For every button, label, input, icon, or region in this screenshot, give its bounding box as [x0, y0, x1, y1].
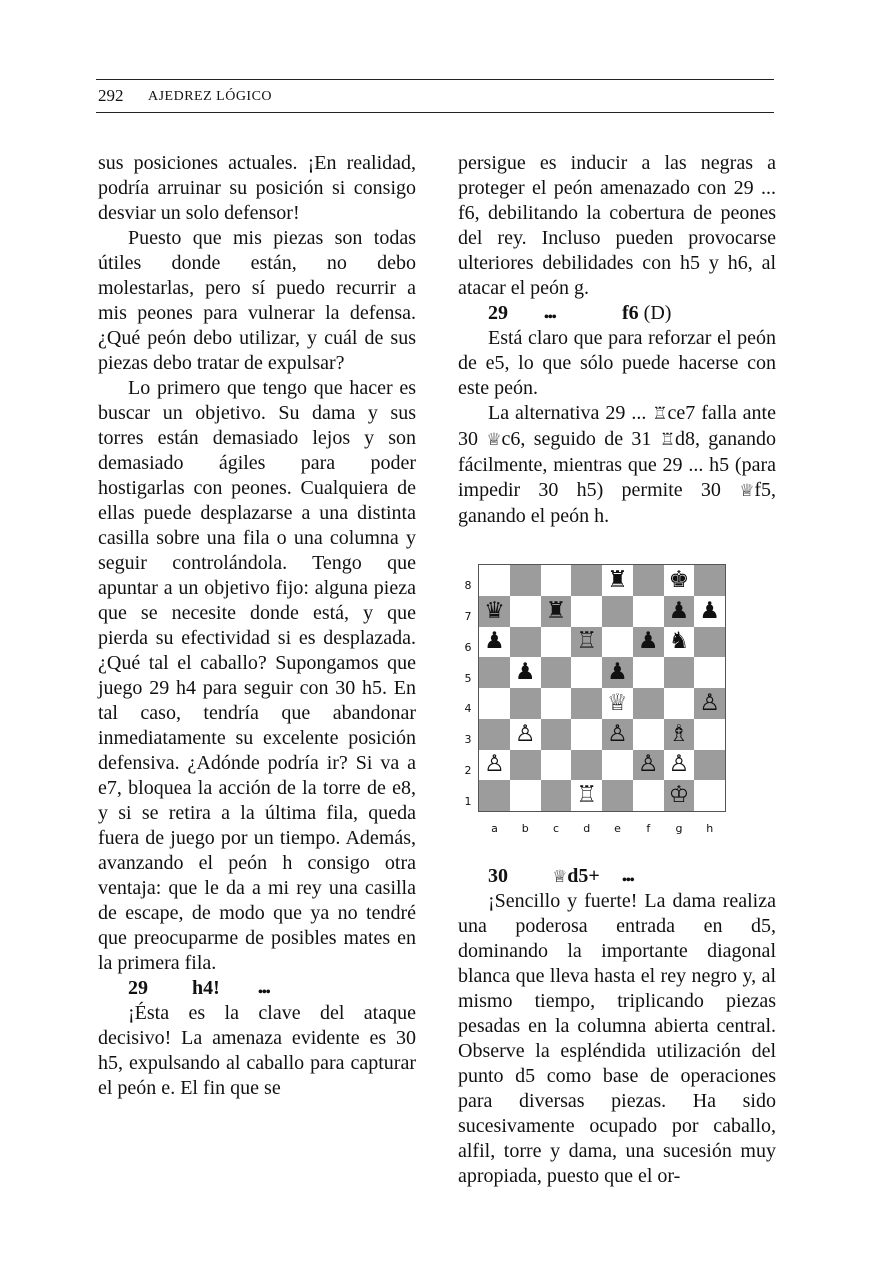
square-e2 [602, 750, 633, 781]
move-number: 29 [488, 302, 508, 324]
square-e6 [602, 627, 633, 658]
chess-diagram [458, 564, 776, 852]
rank-label: 7 [464, 610, 472, 624]
square-d7 [571, 596, 602, 627]
rank-label: 6 [464, 640, 472, 654]
chess-piece-icon: ♛ [484, 597, 505, 624]
ellipsis-mark: ••• [622, 873, 634, 888]
square-d8 [571, 565, 602, 596]
chess-piece-icon: ♟ [607, 659, 628, 686]
file-label: d [583, 822, 591, 835]
move-30-white [458, 864, 776, 889]
text-run: ce7 falla ante 30 [458, 402, 776, 450]
move-text: h4! [192, 977, 220, 999]
square-b6 [510, 627, 541, 658]
rank-label: 3 [464, 733, 472, 747]
square-f8 [633, 565, 664, 596]
square-b4 [510, 688, 541, 719]
queen-figurine-icon: ♕ [486, 430, 502, 450]
square-f2 [633, 750, 664, 781]
square-h4 [694, 688, 725, 719]
square-h5 [694, 657, 725, 688]
square-g5 [664, 657, 695, 688]
chess-piece-icon: ♖ [576, 628, 597, 655]
file-label: c [552, 822, 560, 835]
square-g7 [664, 596, 695, 627]
chess-piece-icon: ♜ [607, 566, 628, 593]
square-g8 [664, 565, 695, 596]
square-e1 [602, 780, 633, 811]
chess-piece-icon: ♟ [668, 597, 690, 624]
square-b2 [510, 750, 541, 781]
rook-figurine-icon: ♖ [652, 404, 668, 424]
rank-label: 5 [464, 671, 472, 685]
square-b1 [510, 780, 541, 811]
left-column [98, 151, 416, 1101]
rank-label: 8 [464, 579, 472, 593]
move-number: 30 [488, 865, 508, 887]
square-c8 [541, 565, 572, 596]
square-f6 [633, 627, 664, 658]
chess-piece-icon: ♞ [668, 628, 690, 655]
square-c4 [541, 688, 572, 719]
square-h2 [694, 750, 725, 781]
chess-piece-icon: ♟ [484, 628, 505, 655]
move-number: 29 [128, 977, 148, 999]
square-e4 [602, 688, 633, 719]
chess-piece-icon: ♕ [607, 689, 628, 716]
square-f7 [633, 596, 664, 627]
square-c5 [541, 657, 572, 688]
rank-label: 4 [464, 702, 472, 716]
file-label: b [521, 822, 529, 835]
running-header [96, 79, 774, 113]
diagram-tag: (D) [643, 302, 672, 324]
square-b3 [510, 719, 541, 750]
square-c3 [541, 719, 572, 750]
chess-piece-icon: ♙ [607, 720, 628, 747]
file-label: g [675, 822, 683, 835]
square-e5 [602, 657, 633, 688]
square-b5 [510, 657, 541, 688]
paragraph: ¡Sencillo y fuerte! La dama realiza una poderosa entrada en d5, dominando la importante diagonal blanca que lleva hasta el rey negro y, al mismo tiempo, triplicando piezas pesadas en la columna abierta central. Observe la espléndida utilización del punto d5 como base de operaciones para diversas piezas. Ha sido sucesivamente ocupado por caballo, alfil, torre y dama, una sucesión muy apropiada, puesto que el or- [458, 890, 776, 1187]
square-a2 [479, 750, 510, 781]
paragraph: persigue es inducir a las negras a proteger el peón amenazado con 29 ... f6, debilitando la cobertura de peones del rey. Incluso pueden provocarse ulteriores debilidades con h5 y h6, al atacar el peón g. [458, 152, 776, 299]
square-a4 [479, 688, 510, 719]
rank-label: 1 [464, 794, 472, 808]
square-b7 [510, 596, 541, 627]
square-h8 [694, 565, 725, 596]
square-d5 [571, 657, 602, 688]
square-c6 [541, 627, 572, 658]
text-run: f5, ganando el peón h. [458, 479, 776, 527]
square-a7 [479, 596, 510, 627]
square-f3 [633, 719, 664, 750]
queen-figurine-icon: ♕ [739, 481, 755, 501]
running-title: AJEDREZ LÓGICO [148, 89, 273, 104]
text-run: d8, ganando fácilmente, mientras que 29 ... h5 (para impedir 30 h5) permite 30 [458, 428, 776, 501]
rank-label: 2 [464, 763, 472, 777]
square-a8 [479, 565, 510, 596]
square-d4 [571, 688, 602, 719]
square-a5 [479, 657, 510, 688]
ellipsis-mark: ••• [258, 985, 270, 1000]
page-number: 292 [98, 86, 124, 105]
paragraph: Puesto que mis piezas son todas útiles donde están, no debo molestarlas, pero sí puedo recurrir a mis peones para vulnerar la defensa. ¿Qué peón debo utilizar, y cuál de sus piezas debo tratar de expulsar? [98, 227, 416, 374]
text-run: La alternativa 29 ... [488, 402, 653, 424]
square-d2 [571, 750, 602, 781]
chess-piece-icon: ♗ [668, 720, 690, 747]
square-d6 [571, 627, 602, 658]
paragraph: Está claro que para reforzar el peón de e5, lo que sólo puede hacerse con este peón. [458, 327, 776, 399]
move-text [552, 864, 600, 890]
text-run: c6, seguido de 31 [501, 428, 660, 450]
square-h3 [694, 719, 725, 750]
chess-piece-icon: ♖ [576, 782, 597, 809]
square-a3 [479, 719, 510, 750]
square-a6 [479, 627, 510, 658]
file-label: h [706, 822, 714, 835]
file-label: f [646, 822, 651, 835]
chess-piece-icon: ♟ [637, 628, 659, 655]
chess-piece-icon: ♟ [699, 597, 720, 624]
queen-figurine-icon: ♕ [552, 867, 568, 887]
square-g3 [664, 719, 695, 750]
square-d1 [571, 780, 602, 811]
paragraph [458, 401, 776, 529]
chess-piece-icon: ♙ [514, 720, 536, 747]
square-g2 [664, 750, 695, 781]
square-e8 [602, 565, 633, 596]
square-f4 [633, 688, 664, 719]
chess-board [478, 564, 726, 812]
paragraph: sus posiciones actuales. ¡En realidad, podría arruinar su posición si consigo desviar un solo defensor! [98, 152, 416, 224]
square-f5 [633, 657, 664, 688]
right-column [458, 151, 776, 1189]
move-29-white [98, 976, 416, 1001]
file-label: e [614, 822, 621, 835]
chess-piece-icon: ♔ [668, 782, 690, 809]
white-move: d5+ [567, 865, 600, 887]
chess-piece-icon: ♜ [545, 597, 567, 624]
square-h7 [694, 596, 725, 627]
chess-piece-icon: ♙ [668, 751, 690, 778]
paragraph: Lo primero que tengo que hacer es buscar un objetivo. Su dama y sus torres están demasiado lejos y son demasiado ágiles para poder hostigarlas con peones. Cualquiera de ellas puede desplazarse a una distinta casilla sobre una fila o una columna y seguir controlándola. Tengo que apuntar a un objetivo fijo: alguna pieza que se necesite donde está, y que pierda su efectividad si es desplazada. ¿Qué tal el caballo? Supongamos que juego 29 h4 para seguir con 30 h5. En tal caso, tendría que abandonar inmediatamente su excelente posición defensiva. ¿Adónde podría ir? Si va a e7, bloquea la acción de la torre de e8, y si se retira a la última fila, queda fuera de juego por un tiempo. Además, avanzando el peón h consigo otra ventaja: que le da a mi rey una casilla de escape, de modo que ya no tendré que preocuparme de posibles mates en la primera fila. [98, 377, 416, 974]
square-a1 [479, 780, 510, 811]
black-move: f6 [622, 302, 639, 324]
square-h6 [694, 627, 725, 658]
ellipsis-mark: ••• [544, 310, 556, 325]
square-c2 [541, 750, 572, 781]
square-g6 [664, 627, 695, 658]
square-d3 [571, 719, 602, 750]
square-h1 [694, 780, 725, 811]
square-e3 [602, 719, 633, 750]
move-29-black [458, 301, 776, 326]
square-f1 [633, 780, 664, 811]
move-text [622, 301, 671, 326]
file-label: a [491, 822, 498, 835]
chess-piece-icon: ♙ [484, 751, 505, 778]
square-g1 [664, 780, 695, 811]
rook-figurine-icon: ♖ [659, 430, 675, 450]
chess-piece-icon: ♟ [514, 659, 536, 686]
square-e7 [602, 596, 633, 627]
square-c1 [541, 780, 572, 811]
chess-piece-icon: ♙ [699, 689, 720, 716]
square-g4 [664, 688, 695, 719]
chess-piece-icon: ♙ [637, 751, 659, 778]
chess-piece-icon: ♚ [668, 566, 690, 593]
square-b8 [510, 565, 541, 596]
square-c7 [541, 596, 572, 627]
paragraph: ¡Ésta es la clave del ataque decisivo! La amenaza evidente es 30 h5, expulsando al caballo para capturar el peón e. El fin que se [98, 1002, 416, 1099]
